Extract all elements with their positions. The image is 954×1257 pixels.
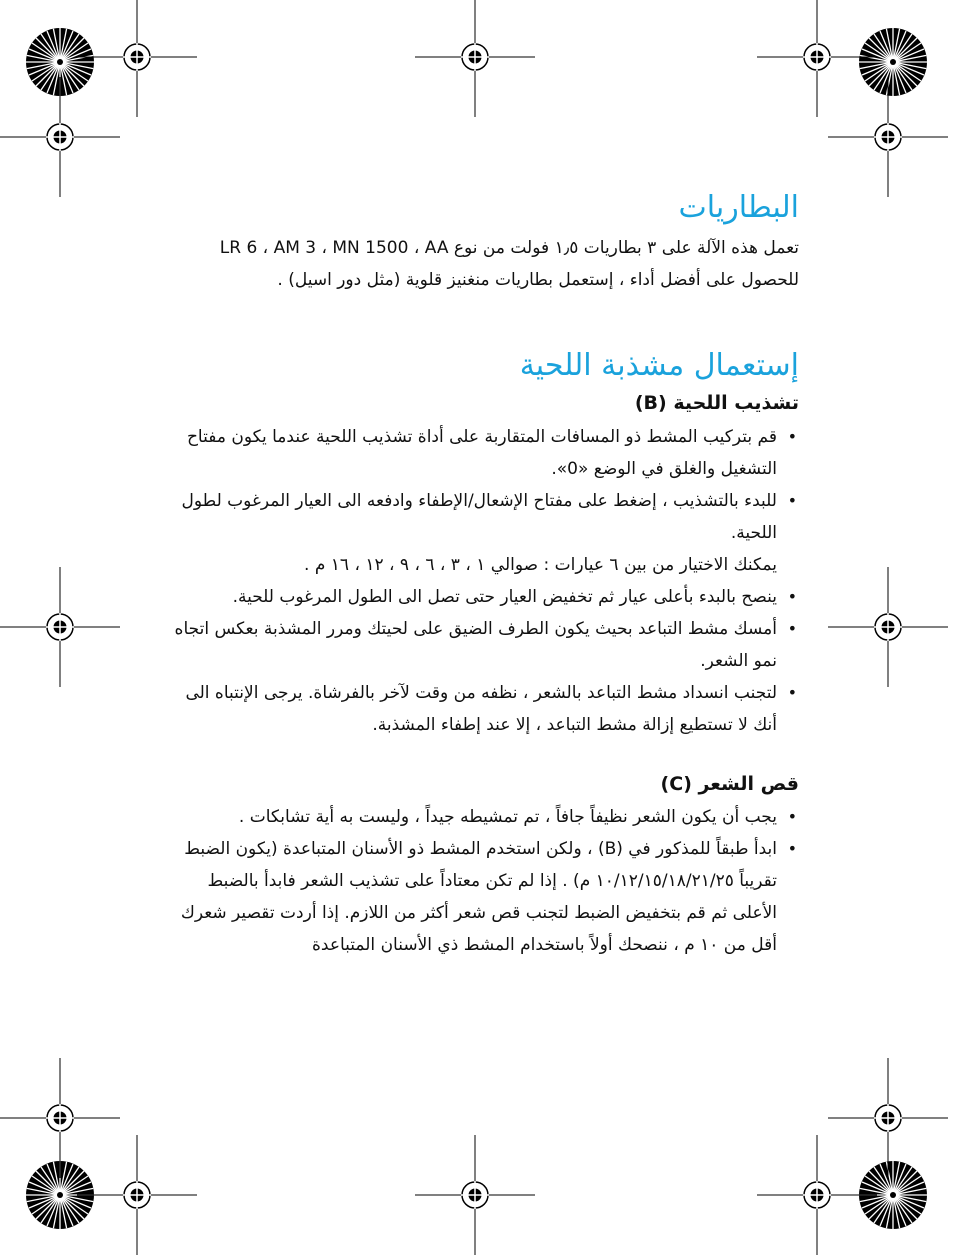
list-item: • أمسك مشط التباعد بحيث يكون الطرف الضيق على لحيتك ومرر المشذبة بعكس اتجاه نمو الشعر.: [159, 613, 799, 677]
list-item: • ابدأ طبقاً للمذكور في (B) ، ولكن استخدم المشط ذو الأسنان المتباعدة (يكون الضبط تقريباً ١٠/١٢/١٥/١٨/٢١/٢٥ م) . إذا لم تكن معتاداً على تشذيب الشعر فابدأ بالضبط الأعلى ثم قم بتخفيض الضبط لتجنب قص شعر أكثر من اللازم. إذا أردت تقصير شعرك أقل من ١٠ م ، ننصحك أولاً باستخدام المشط ذي الأسنان المتباعدة: [159, 833, 799, 961]
shaping-list-2: [159, 581, 799, 741]
settings-note: يمكنك الاختيار من بين ٦ عيارات : صوالي ١ ، ٣ ، ٦ ، ٩ ، ١٢ ، ١٦ م .: [304, 554, 777, 575]
shaping-heading: تشذيب اللحية (B): [634, 392, 799, 414]
manual-page: [159, 190, 799, 961]
list-item: • قم بتركيب المشط ذو المسافات المتقاربة على أداة تشذيب اللحية عندما يكون مفتاح التشغيل والغلق في الوضع «0».: [159, 421, 799, 485]
shaping-list: [159, 421, 799, 549]
cutting-list: [159, 801, 799, 961]
list-item: • للبدء بالتشذيب ، إضغط على مفتاح الإشعال/الإطفاء وادفعه الى العيار المرغوب لطول اللحية.: [159, 485, 799, 549]
batteries-text: تعمل هذه الآلة على ٣ بطاريات ١٫٥ فولت من نوع LR 6 ، AM 3 ، MN 1500 ، AA للحصول على أفضل أداء ، إستعمل بطاريات منغنيز قلوية (مثل دور اسيل) .: [219, 238, 799, 290]
batteries-title: البطاريات: [678, 190, 799, 225]
list-item: • لتجنب انسداد مشط التباعد بالشعر ، نظفه من وقت لآخر بالفرشاة. يرجى الإنتباه الى أنك لا تستطيع إزالة مشط التباعد ، إلا عند إطفاء المشذبة.: [159, 677, 799, 741]
cutting-heading: قص الشعر (C): [660, 772, 799, 795]
list-item: • ينصح بالبدء بأعلى عيار ثم تخفيض العيار حتى تصل الى الطول المرغوب للحية.: [159, 581, 799, 613]
list-item: • يجب أن يكون الشعر نظيفاً جافاً ، تم تمشيطه جيداً ، وليست به أية تشابكات .: [159, 801, 799, 833]
beard-trimmer-title: إستعمال مشذبة اللحية: [519, 348, 799, 383]
